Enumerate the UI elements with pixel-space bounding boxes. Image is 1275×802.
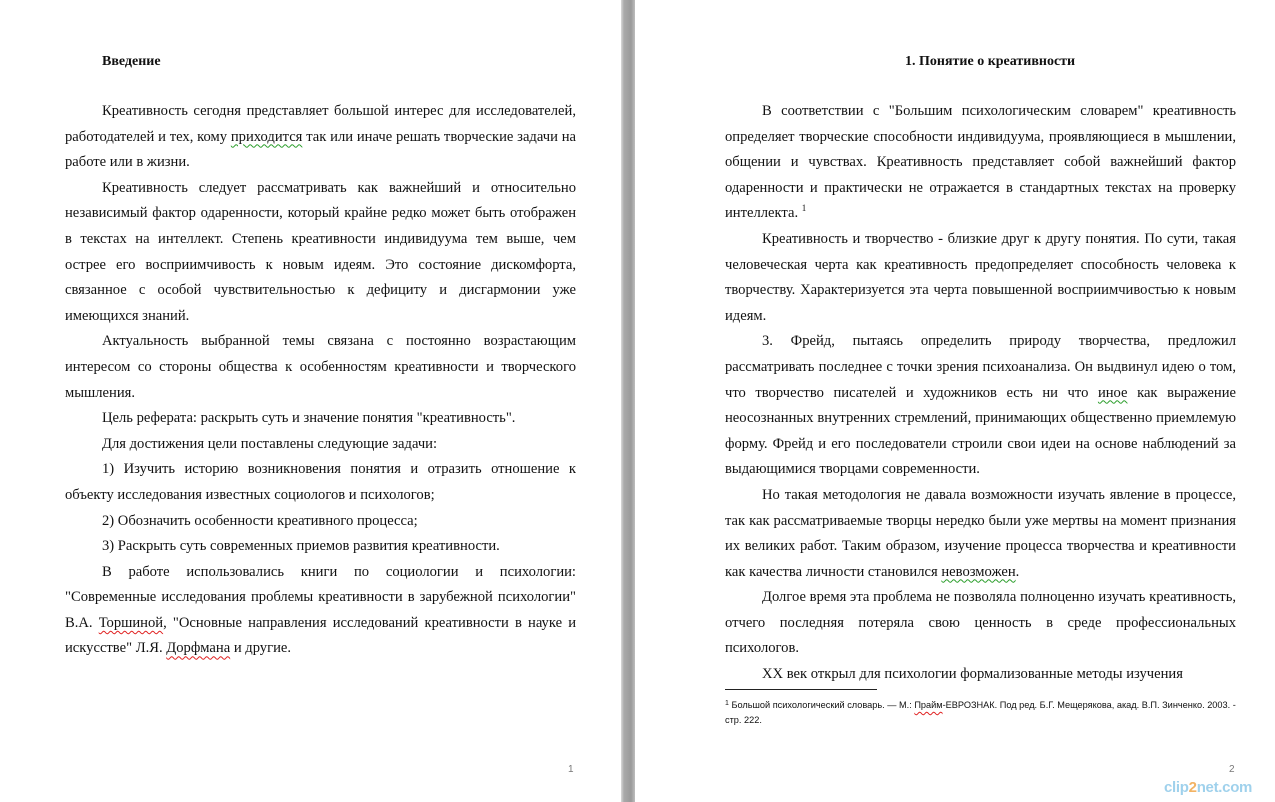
paragraph (65, 560, 576, 662)
text-run: как выражение неосознанных внутренних стремлений, принимающих общественно приемлемую форму. Фрейд и его последователи строили свои идеи на основе наблюдений за выдающимися творцами современности. (725, 384, 1237, 478)
paragraph: 3) Раскрыть суть современных приемов развития креативности. (102, 538, 500, 555)
page-number: 2 (1229, 764, 1235, 775)
footnote-mark: 1 (725, 700, 729, 707)
paragraph: Для достижения цели поставлены следующие задачи: (102, 435, 438, 452)
text-run: 2 (1188, 779, 1197, 796)
grammar-flagged-word[interactable]: невозможен (941, 563, 1016, 580)
text-run: Большой психологический словарь. — М.: (728, 700, 915, 710)
text-run: clip (1164, 779, 1189, 796)
text-run: , "Основные направления исследований креативности в науке и искусстве" Л.Я. (65, 614, 577, 657)
body-text (725, 99, 1236, 688)
text-run: Но такая методология не давала возможности изучать явление в процессе, так как рассматриваемые творцы нередко были уже мертвы на момент признания их великих работ. Таким образом, изучение процесса творчества и креативности как качества личности становился (725, 486, 1236, 580)
paragraph: 2) Обозначить особенности креативного процесса; (102, 512, 418, 529)
footnote-separator (725, 689, 877, 690)
document-page-2 (635, 0, 1275, 802)
text-run: В работе использовались книги по социологии и психологии: "Современные исследования проблемы креативности в зарубежной психологии" В.А. (65, 563, 576, 631)
text-run: Креативность сегодня представляет большой интерес для исследователей, работодателей и тех, кому (65, 103, 576, 145)
paragraph (725, 483, 1236, 585)
text-run: 3. Фрейд, пытаясь определить природу творчества, предложил рассматривать последнее с точки зрения психоанализа. Он выдвинул идею о том, что творчество писателей и художников есть ни что (725, 333, 1236, 401)
paragraph: Актуальность выбранной темы связана с постоянно возрастающим интересом со стороны общества к особенностям креативности и творческого мышления. (65, 333, 576, 401)
page-heading: Введение (102, 54, 161, 69)
text-run: так или иначе решать творческие задачи на работе или в жизни. (65, 128, 576, 171)
page-separator (621, 0, 635, 802)
paragraph: Креативность следует рассматривать как важнейший и относительно независимый фактор одаренности, который крайне редко может быть отображен в текстах на интеллект. Степень креативности индивидуума тем выше, чем острее его восприимчивость к новым идеям. Это состояние дискомфорта, связанное с особой чувствительностью к дефициту и дисгармонии уже имеющихся знаний. (65, 179, 576, 324)
paragraph (725, 329, 1236, 483)
paragraph: Цель реферата: раскрыть суть и значение понятия "креативность". (102, 410, 516, 427)
paragraph (725, 99, 1236, 227)
paragraph: 1) Изучить историю возникновения понятия и отразить отношение к объекту исследования известных социологов и психологов; (65, 461, 576, 503)
grammar-flagged-word[interactable]: приходится (230, 128, 303, 145)
document-page-1 (0, 0, 621, 802)
body-text (65, 99, 576, 662)
footnote-reference[interactable]: 1 (801, 203, 807, 214)
text-run: и другие. (230, 640, 292, 657)
text-run: В соответствии с "Большим психологическим словарем" креативность определяет творческие способности индивидуума, проявляющиеся в мышлении, общении и чувствах. Креативность представляет собой важнейший фактор одаренности и практически не отражается в стандартных текстах на проверку интеллекта. (725, 103, 1236, 222)
paragraph: XX век открыл для психологии формализованные методы изучения (762, 666, 1183, 683)
text-run: . (1015, 563, 1020, 580)
spelling-flagged-word[interactable]: Прайм (914, 700, 943, 710)
text-run: -ЕВРОЗНАК. Под ред. Б.Г. Мещерякова, акад. В.П. Зинченко. 2003. - стр. 222. (725, 700, 1236, 725)
page-number: 1 (568, 764, 574, 775)
spelling-flagged-word[interactable]: Торшиной (98, 614, 164, 631)
text-run: net.com (1196, 779, 1253, 796)
footnote (725, 696, 1236, 728)
watermark-logo (1164, 779, 1252, 796)
page-heading: 1. Понятие о креативности (905, 54, 1076, 69)
grammar-flagged-word[interactable]: иное (1097, 384, 1128, 401)
spelling-flagged-word[interactable]: Дорфмана (166, 640, 231, 657)
paragraph: Долгое время эта проблема не позволяла полноценно изучать креативность, отчего последняя потеряла свою ценность в среде профессиональных психологов. (725, 589, 1236, 657)
paragraph: Креативность и творчество - близкие друг к другу понятия. По сути, такая человеческая черта как креативность предопределяет способность человека к творчеству. Характеризуется эта черта повышенной восприимчивостью к новым идеям. (725, 230, 1236, 324)
paragraph (65, 99, 576, 176)
